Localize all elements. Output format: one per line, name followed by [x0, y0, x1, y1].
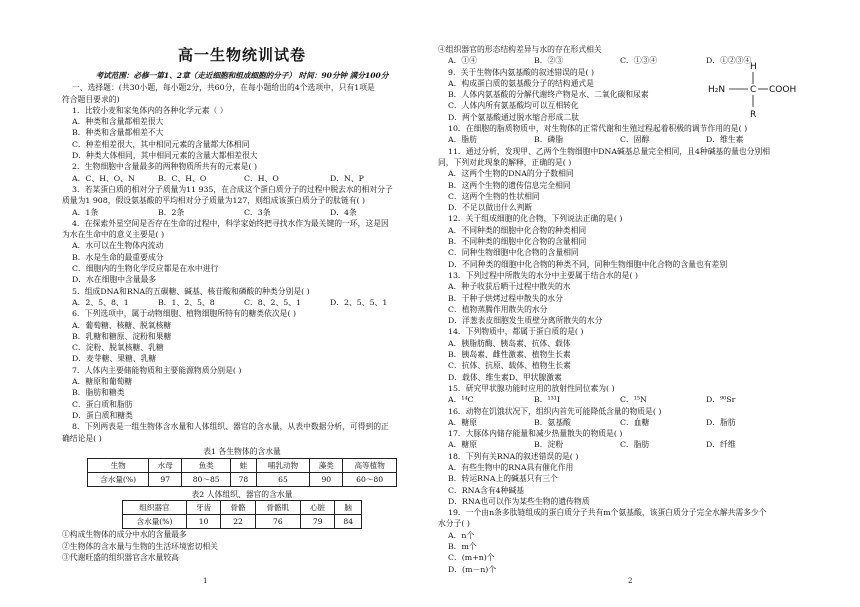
option: A．种子收获后晒干过程中散失的水	[448, 282, 571, 292]
option: B．人体内氨基酸的分解代谢终产物是水、二氧化碳和尿素	[448, 90, 649, 100]
table-header-cell: 哺乳动物	[256, 459, 310, 473]
table-value-cell: 22	[221, 515, 255, 529]
option: C．抗体、抗原、载体、植物生长素	[448, 361, 571, 371]
question-stem: 13．下列过程中所散失的水分中主要属于结合水的是( )	[448, 270, 639, 280]
option: C．(m+n)个	[448, 553, 495, 563]
question-options	[62, 376, 422, 421]
question-stem: 14．下列物质中，都属于蛋白质的是( )	[448, 327, 584, 337]
option: D．RNA也可以作为某些生物的遗传物质	[448, 496, 590, 506]
table-value-cell: 90	[310, 473, 343, 487]
question-stem: 15．研究甲状腺功能时应用的放射性同位素为( )	[448, 383, 615, 393]
option: A．糖原和葡萄糖	[72, 377, 133, 387]
structure-amino-group: H₂N	[708, 85, 726, 95]
question-stem: 18．下列有关RNA的叙述错误的是( )	[448, 451, 579, 461]
option: A．这两个生物的DNA的分子数相同	[448, 169, 574, 179]
exam-meta: 考试范围：必修一第1、2章（走近细胞和组成细胞的分子） 时间：90分钟 满分100分	[95, 71, 389, 80]
option: B．乳糖和糖原、淀粉和果糖	[72, 331, 172, 341]
question-options	[62, 207, 422, 218]
q8-statement: ③代谢旺盛的组织器官含水量较高	[62, 552, 179, 562]
option: C．①③④	[620, 56, 658, 66]
table-header-cell: 藻类	[310, 459, 343, 473]
structure-top-h: H	[750, 62, 757, 72]
option: D．两个氨基酸通过脱水缩合形成二肽	[448, 112, 579, 122]
option: D．水在细胞中含量最多	[72, 275, 157, 285]
left-column	[62, 0, 422, 563]
table1	[87, 458, 397, 487]
option: C．蛋白质和脂肪	[72, 399, 133, 409]
option: D．N、P	[330, 173, 364, 183]
option: A．有些生物中的RNA具有催化作用	[448, 462, 574, 472]
option: A．糖原	[448, 440, 478, 450]
option: B．1、2、5、8	[158, 297, 215, 307]
option: C．同种生物细胞中化合物的含量相同	[448, 248, 579, 258]
question-options	[438, 439, 798, 450]
table-value-cell: 79	[300, 515, 334, 529]
table-value-cell: 60～80	[343, 473, 397, 487]
option: B．不同种类的细胞中化合物的含量相同	[448, 237, 587, 247]
option: C．8、2、5、1	[244, 297, 301, 307]
section-intro: 一、选择题：(共30小题，每小题2分，共60分，在每小题给出的4个选项中，只有1项是	[72, 83, 375, 93]
option: C．脂肪	[620, 440, 650, 450]
table-value-cell: 80～85	[182, 473, 231, 487]
table-value-cell: 78	[231, 473, 256, 487]
option: A．胰脂肪酶、胰岛素、抗体、载体	[448, 338, 571, 348]
question-stem: 17．大豚体内储存能量和减少热量散失的物质是( )	[448, 429, 623, 439]
q8-statement: ②生物体的含水量与生物的生活环境密切相关	[62, 541, 218, 551]
option: A．2、5、8、1	[72, 297, 129, 307]
option: D．不同种类的细胞中化合物的种类不同，同种生物细胞中化合物的含量也有差别	[448, 259, 728, 269]
question-stem-cont: 为水在生命中的意义主要是( )	[62, 230, 165, 240]
page-title: 高一生物统训试卷	[177, 46, 306, 64]
question-options	[438, 134, 798, 145]
question-options	[438, 417, 798, 428]
table2	[122, 500, 362, 529]
question-stem: 5．组成DNA和RNA的五碳糖、碱基、核苷酸和磷酸的种类分别是( )	[72, 286, 310, 296]
option: C．这两个生物的性状相同	[448, 191, 540, 201]
option: D．(m－n)个	[448, 564, 497, 574]
right-questions	[438, 67, 798, 575]
question-stem-cont: 确结论是( )	[62, 433, 102, 443]
question-stem: 1．比较小麦和家兔体内的各种化学元素（ ）	[72, 105, 228, 115]
q8-statement: ①构成生物体的成分中水的含量最多	[62, 530, 187, 540]
question-options	[438, 530, 798, 575]
table2-caption: 表2 人体组织、器官的含水量	[191, 490, 293, 500]
option: D．①②③④	[706, 56, 752, 66]
table1-row-header: 生物	[88, 459, 149, 473]
table-header-cell: 牙齿	[186, 501, 220, 515]
option: B．氨基酸	[534, 417, 571, 427]
question-options	[62, 173, 422, 184]
page-number: 2	[628, 577, 633, 585]
option: D．蛋白质和糖类	[72, 410, 133, 420]
table-header-cell: 骨骼肌	[255, 501, 300, 515]
option: C．种差相差很大，其中相同元素的含量都大体相同	[72, 139, 250, 149]
option: A．葡萄糖、核糖、脱氧核糖	[72, 320, 172, 330]
option: B．干种子烘烤过程中散失的水分	[448, 293, 563, 303]
table1-value-header: 含水量(%)	[88, 473, 149, 487]
question-stem: 11．通过分析，发现甲、乙两个生物细胞中DNA碱基总量完全相同，且4种碱基的量也分别相	[448, 146, 771, 156]
table-value-cell: 10	[186, 515, 220, 529]
option: C．RNA含有4种碱基	[448, 485, 525, 495]
question-stem: 8．下列两表是一组生物体含水量和人体组织、器官的含水量，从表中数据分析，可得到的正	[72, 422, 389, 432]
option: B．这两个生物的遗传信息完全相同	[448, 180, 571, 190]
question-stem-cont: 水分子( )	[438, 519, 470, 529]
question-stem: 19．一个由n条多肽链组成的蛋白质分子共有m个氨基酸，该蛋白质分子完全水解共需多少个	[448, 508, 767, 518]
q8-statement: ④组织器官的形态结构差异与水的存在形式相关	[438, 45, 602, 54]
option: B．胰岛素、雌性激素、植物生长素	[448, 350, 571, 360]
option: D．2、5、5、1	[330, 297, 388, 307]
option: D．麦芽糖、果糖、乳糖	[72, 354, 157, 364]
table-header-cell: 心脏	[300, 501, 334, 515]
option: A．种类和含量都相差很大	[72, 117, 164, 127]
option: C．植物蒸腾作用散失的水分	[448, 304, 548, 314]
table-header-cell: 鱼类	[182, 459, 231, 473]
option: C．固醇	[620, 135, 650, 145]
table-value-cell: 97	[149, 473, 182, 487]
table-header-cell: 脑	[335, 501, 362, 515]
option: B．m个	[448, 542, 477, 552]
option: D．不足以做出什么判断	[448, 203, 533, 213]
option: C．3条	[244, 207, 271, 217]
option: D．⁹⁰Sr	[706, 395, 736, 405]
option: B．淀粉	[534, 440, 564, 450]
table-header-cell: 蛙	[231, 459, 256, 473]
option: D．维生素	[706, 135, 744, 145]
question-stem: 6．下列选项中，属于动物细胞、植物细胞所特有的糖类依次是( )	[72, 309, 297, 319]
question-options	[438, 394, 798, 405]
option: C．H、O	[244, 173, 279, 183]
structure-carboxyl-group: COOH	[769, 85, 797, 95]
option: A．糖原	[448, 417, 478, 427]
question-stem: 4．在探索外星空间是否存在生命的过程中，科学家始终把寻找水作为最关键的一环，这是因	[72, 218, 389, 228]
amino-acid-structure-diagram	[708, 60, 800, 120]
table2-value-header: 含水量(%)	[123, 515, 187, 529]
question-stem: 3．若某蛋白质的相对分子质量为11 935，在合成这个蛋白质分子的过程中脱去水的相对分子	[72, 184, 393, 194]
option: C．¹⁵N	[620, 395, 647, 405]
table-header-cell: 骨骼	[221, 501, 255, 515]
option: A．①④	[448, 56, 478, 66]
left-questions	[62, 105, 422, 444]
table-value-cell: 65	[256, 473, 310, 487]
option: B．②③	[534, 56, 564, 66]
question-stem: 2．生物细胞中含量最多的两种物质所共有的元素是( )	[72, 162, 258, 172]
option: C．细胞内的生物化学反应都是在水中进行	[72, 264, 219, 274]
table-header-cell: 水母	[149, 459, 182, 473]
option: A．脂肪	[448, 135, 478, 145]
question-stem-cont: 质量为1 908，假设氨基酸的平均相对分子质量为127，则组成该蛋白质分子的肽链有( )	[62, 196, 366, 206]
option: B．C、H、O	[158, 173, 207, 183]
structure-carbon: C	[750, 85, 757, 95]
question-stem: 16．动物在饥饿状况下，组织内首先可能降低含量的物质是( )	[448, 406, 662, 416]
option: B．水是生命的最重要成分	[72, 252, 164, 262]
option: B．种类和含量都相差不大	[72, 128, 164, 138]
table-value-cell: 84	[335, 515, 362, 529]
page-number: 1	[203, 577, 208, 585]
question-stem: 7．人体内主要储能物质和主要能源物质分别是( )	[72, 365, 242, 375]
option: C．血糖	[620, 417, 650, 427]
question-stem-cont: 同，下列对此现象的解释，正确的是( )	[438, 157, 572, 167]
option: D．纤维	[706, 440, 736, 450]
table-value-cell: 76	[255, 515, 300, 529]
option: C．淀粉、脱氧核糖、乳糖	[72, 343, 164, 353]
option: D．4条	[330, 207, 357, 217]
option: D．洋葱表皮细胞发生质壁分离所散失的水分	[448, 316, 603, 326]
question-stem: 12．关于组成细胞的化合物，下列说法正确的是( )	[448, 214, 623, 224]
option: A．1条	[72, 207, 99, 217]
option: B．转运RNA上的碱基只有三个	[448, 474, 558, 484]
option: D．种类大体相同，其中相同元素的含量大都相差很大	[72, 151, 258, 161]
question-stem: 10．在细胞的脂质物质中，对生物体的正常代谢和生殖过程起着积极的调节作用的是( )	[448, 124, 748, 134]
option: A．不同种类的细胞中化合物的种类相同	[448, 225, 587, 235]
table2-row-header: 组织器官	[123, 501, 187, 515]
question-stem: 9．关于生物体内氨基酸的叙述错误的是( )	[448, 67, 595, 77]
option: B．磷脂	[534, 135, 564, 145]
option: A．n个	[448, 530, 475, 540]
option: C．人体内所有氨基酸均可以互相转化	[448, 101, 579, 111]
table1-caption: 表1 各生物体的含水量	[203, 446, 281, 456]
option: A．C、H、O、N	[72, 173, 135, 183]
section-intro-cont: 符合题目要求的)	[62, 94, 120, 104]
option: D．脂肪	[706, 417, 736, 427]
option: A．水可以在生物体内流动	[72, 241, 164, 251]
question-options	[62, 297, 422, 308]
option: B．脂肪和糖类	[72, 388, 125, 398]
option: A．¹⁴C	[448, 395, 474, 405]
structure-r-group: R	[750, 110, 757, 120]
option: B．¹³¹I	[534, 395, 560, 405]
option: B．2条	[158, 207, 185, 217]
table-header-cell: 高等植物	[343, 459, 397, 473]
option: D．载体、维生素D、甲状腺激素	[448, 372, 562, 382]
option: A．构成蛋白质的氨基酸分子的结构通式是	[448, 78, 594, 88]
